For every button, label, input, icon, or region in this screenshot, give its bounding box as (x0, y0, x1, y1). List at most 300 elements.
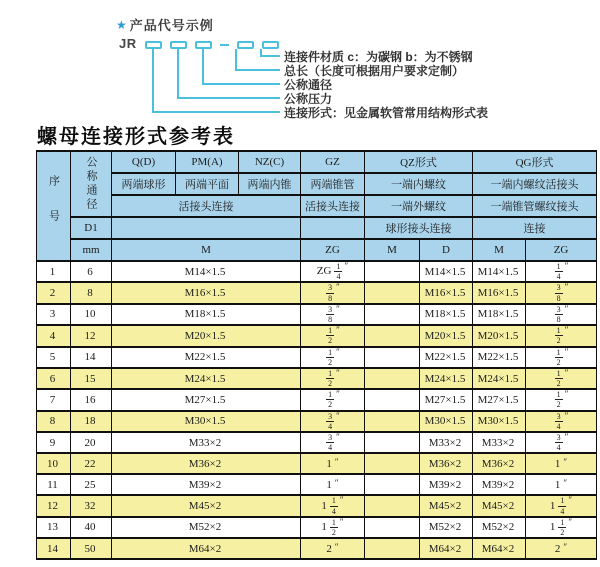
cell-qg-m (473, 304, 526, 325)
cell-qg-zg (526, 389, 597, 410)
fraction: $\frac{1}{4}$ (556, 262, 561, 282)
cell-qz-m (365, 495, 420, 516)
cell-no (37, 453, 71, 474)
table-row (37, 411, 597, 432)
cell-qg-zg (526, 325, 597, 346)
value-text: 8 (49, 415, 56, 428)
value-text: 1 (549, 499, 556, 512)
cell-qz-d (420, 347, 473, 368)
value-text: M22×1.5 (184, 351, 226, 364)
cell-m (112, 389, 301, 410)
cell-qg-zg (526, 474, 597, 495)
value-text: 25 (84, 478, 96, 491)
code-box-2 (170, 41, 187, 49)
cell-no (37, 304, 71, 325)
code-box-1 (145, 41, 162, 49)
header-row-3 (37, 195, 597, 217)
cell-m (112, 538, 301, 559)
fraction: $\frac{1}{2}$ (556, 326, 561, 346)
cell-dn (71, 474, 112, 495)
value-text: M24×1.5 (184, 372, 226, 385)
cell-m (112, 517, 301, 538)
value-text: M33×2 (188, 436, 222, 449)
value-text: 32 (84, 500, 96, 513)
value-text: 10 (47, 457, 58, 470)
table-row (37, 368, 597, 389)
cell-qz-m (365, 453, 420, 474)
fraction: $\frac{1}{2}$ (556, 347, 561, 367)
value-text: 9 (49, 436, 56, 449)
cell-m (112, 325, 301, 346)
connector-line-form (152, 49, 280, 113)
cell-qz-d (420, 495, 473, 516)
cell-no (37, 261, 71, 282)
cell-qg-zg (526, 495, 597, 516)
header-blank-gz (301, 217, 365, 239)
value-text: 18 (84, 415, 96, 428)
inch-mark: ″ (564, 346, 569, 357)
cell-m (112, 495, 301, 516)
fraction: $\frac{1}{2}$ (328, 347, 333, 367)
cell-qz-d (420, 325, 473, 346)
cell-m (112, 411, 301, 432)
cell-no (37, 325, 71, 346)
fraction: $\frac{3}{4}$ (328, 411, 333, 431)
value-text: M22×1.5 (424, 351, 466, 364)
fraction: $\frac{3}{8}$ (328, 304, 333, 324)
value-text: 11 (47, 478, 58, 491)
cell-qg-zg (526, 517, 597, 538)
table-body (37, 261, 597, 559)
cell-qz-m (365, 474, 420, 495)
fraction: $\frac{1}{2}$ (331, 517, 336, 537)
inch-mark: ″ (334, 477, 339, 488)
inch-mark: ″ (336, 325, 340, 336)
cell-gz (301, 411, 365, 432)
value-text: M20×1.5 (184, 329, 226, 342)
header-qz-conn: 一端外螺纹 (365, 195, 473, 217)
label-form: 连接形式：见金属软管常用结构形式表 (284, 106, 489, 120)
cell-no (37, 474, 71, 495)
header-qg: QG形式 (473, 151, 597, 173)
cell-qz-d (420, 261, 473, 282)
cell-gz (301, 368, 365, 389)
product-code-heading-label: 产品代号示例 (129, 18, 214, 33)
inch-mark: ″ (334, 541, 339, 552)
value-text: M14×1.5 (424, 265, 466, 278)
cell-qz-m (365, 347, 420, 368)
value-text: M36×2 (428, 457, 462, 470)
value-text: 1 (49, 265, 56, 278)
value-text: 16 (84, 393, 96, 406)
cell-qz-d (420, 304, 473, 325)
cell-no (37, 389, 71, 410)
table-row (37, 347, 597, 368)
value-text: M24×1.5 (424, 372, 466, 385)
cell-dn (71, 389, 112, 410)
value-text: 22 (84, 457, 96, 470)
inch-mark: ″ (336, 367, 340, 378)
header-q-type: 两端球形 (112, 173, 176, 195)
fraction: $\frac{1}{2}$ (328, 390, 333, 410)
cell-qg-zg (526, 432, 597, 453)
value-text: M52×2 (481, 521, 515, 534)
cell-qz-m (365, 261, 420, 282)
header-gz: GZ (301, 151, 365, 173)
inch-mark: ″ (568, 516, 573, 527)
value-text: M27×1.5 (184, 393, 226, 406)
cell-qg-zg (526, 453, 597, 474)
value-text: M18×1.5 (424, 308, 466, 321)
cell-gz (301, 304, 365, 325)
value-text: 1 (321, 499, 327, 512)
value-text: 15 (84, 372, 96, 385)
fraction: $\frac{1}{4}$ (336, 262, 341, 282)
value-text: 14 (84, 351, 96, 364)
value-text: 5 (49, 351, 56, 364)
header-q: Q(D) (112, 151, 176, 173)
cell-m (112, 304, 301, 325)
value-text: 1 (554, 457, 561, 470)
code-box-4 (237, 41, 254, 49)
cell-dn (71, 517, 112, 538)
value-text: 13 (47, 521, 58, 534)
value-text: 2 (554, 542, 561, 555)
table-row (37, 453, 597, 474)
label-diameter: 公称通径 (284, 78, 333, 92)
inch-mark: ″ (563, 456, 568, 467)
cell-dn (71, 411, 112, 432)
header-pm-type: 两端平面 (176, 173, 239, 195)
value-text: M39×2 (481, 478, 515, 491)
header-zg: ZG (301, 239, 365, 261)
fraction: $\frac{3}{4}$ (328, 433, 333, 453)
label-length: 总长（长度可根据用户要求定制） (284, 64, 465, 78)
value-text: 50 (84, 542, 96, 555)
inch-mark: ″ (564, 410, 569, 421)
value-text: 1 (326, 457, 332, 470)
cell-no (37, 432, 71, 453)
value-text: M22×1.5 (477, 351, 519, 364)
cell-qg-zg (526, 282, 597, 303)
inch-mark: ″ (563, 477, 568, 488)
header-blank-m (112, 217, 301, 239)
cell-qg-zg (526, 368, 597, 389)
inch-mark: ″ (344, 261, 349, 271)
cell-gz (301, 347, 365, 368)
fraction: $\frac{3}{4}$ (556, 411, 561, 431)
value-text: M16×1.5 (477, 287, 519, 300)
cell-qg-m (473, 389, 526, 410)
header-seq (37, 151, 71, 261)
cell-qz-m (365, 538, 420, 559)
header-d1: D1 (71, 217, 112, 239)
cell-no (37, 538, 71, 559)
value-text: 6 (49, 372, 56, 385)
value-text: 1 (554, 478, 561, 491)
cell-qz-d (420, 389, 473, 410)
cell-qg-m (473, 495, 526, 516)
value-text: 20 (84, 436, 96, 449)
cell-no (37, 495, 71, 516)
inch-mark: ″ (568, 495, 573, 506)
header-qg-type: 一端内螺纹活接头 (473, 173, 597, 195)
header-qz-m: M (365, 239, 420, 261)
table-row (37, 474, 597, 495)
cell-qg-zg (526, 304, 597, 325)
inch-mark: ″ (564, 261, 569, 271)
cell-qg-zg (526, 347, 597, 368)
header-nz-type: 两端内锥 (239, 173, 301, 195)
value-text: M36×2 (481, 457, 515, 470)
product-code-labels (284, 50, 488, 120)
code-box-5 (262, 41, 279, 49)
cell-qg-m (473, 538, 526, 559)
header-unit: mm (71, 239, 112, 261)
code-box-3 (195, 41, 212, 49)
product-code-prefix: JR (119, 36, 137, 51)
value-text: M14×1.5 (477, 265, 519, 278)
cell-dn (71, 368, 112, 389)
header-qz-conn2: 球形接头连接 (365, 217, 473, 239)
table-row (37, 538, 597, 559)
inch-mark: ″ (334, 456, 339, 467)
cell-gz (301, 432, 365, 453)
inch-mark: ″ (564, 367, 569, 378)
value-text: M14×1.5 (184, 265, 226, 278)
value-text: M45×2 (188, 500, 222, 513)
value-text: 3 (49, 308, 56, 321)
cell-qg-zg (526, 411, 597, 432)
table-row (37, 325, 597, 346)
cell-dn (71, 432, 112, 453)
cell-gz (301, 389, 365, 410)
value-text: M27×1.5 (477, 393, 519, 406)
value-text: ZG (316, 265, 332, 278)
value-text: 6 (87, 265, 93, 278)
fraction: $\frac{1}{2}$ (556, 390, 561, 410)
nut-connection-table (36, 150, 597, 560)
cell-dn (71, 325, 112, 346)
header-gz-type: 两端锥管 (301, 173, 365, 195)
cell-qg-m (473, 368, 526, 389)
inch-mark: ″ (563, 541, 568, 552)
header-qg-conn: 一端锥管螺纹接头 (473, 195, 597, 217)
cell-qz-d (420, 453, 473, 474)
cell-dn (71, 282, 112, 303)
value-text: M30×1.5 (184, 415, 226, 428)
header-seq-label: 序号 (47, 174, 60, 245)
value-text: 14 (47, 542, 58, 555)
inch-mark: ″ (564, 303, 569, 314)
fraction: $\frac{1}{2}$ (328, 368, 333, 389)
value-text: M16×1.5 (424, 287, 466, 300)
value-text: M36×2 (188, 457, 222, 470)
code-dash (220, 44, 229, 46)
value-text: M33×2 (481, 436, 515, 449)
cell-gz (301, 261, 365, 282)
fraction: $\frac{1}{2}$ (556, 368, 561, 389)
header-row-5 (37, 239, 597, 261)
star-icon: ★ (116, 17, 127, 32)
table-row (37, 282, 597, 303)
header-gz-conn: 活接头连接 (301, 195, 365, 217)
header-qpmnz-conn: 活接头连接 (112, 195, 301, 217)
cell-gz (301, 282, 365, 303)
value-text: 4 (49, 329, 56, 342)
header-m: M (112, 239, 301, 261)
table-row (37, 304, 597, 325)
fraction: $\frac{1}{2}$ (560, 517, 565, 537)
table-row (37, 517, 597, 538)
inch-mark: ″ (564, 389, 569, 400)
header-qg-m: M (473, 239, 526, 261)
cell-gz (301, 474, 365, 495)
cell-qg-m (473, 474, 526, 495)
value-text: M39×2 (428, 478, 462, 491)
value-text: 1 (549, 520, 556, 533)
cell-gz (301, 453, 365, 474)
value-text: M64×2 (428, 542, 462, 555)
cell-dn (71, 453, 112, 474)
inch-mark: ″ (336, 389, 340, 400)
cell-qg-m (473, 517, 526, 538)
cell-no (37, 368, 71, 389)
product-code-heading (116, 15, 214, 34)
value-text: M45×2 (428, 500, 462, 513)
cell-qz-d (420, 432, 473, 453)
cell-m (112, 347, 301, 368)
cell-qz-d (420, 517, 473, 538)
cell-m (112, 261, 301, 282)
value-text: M64×2 (188, 542, 222, 555)
fraction: $\frac{1}{4}$ (331, 496, 336, 516)
cell-qg-zg (526, 538, 597, 559)
cell-qz-m (365, 282, 420, 303)
cell-m (112, 474, 301, 495)
cell-m (112, 453, 301, 474)
value-text: M64×2 (481, 542, 515, 555)
header-qz: QZ形式 (365, 151, 473, 173)
value-text: M18×1.5 (184, 308, 226, 321)
value-text: M52×2 (188, 521, 222, 534)
cell-qg-m (473, 282, 526, 303)
table-row (37, 261, 597, 282)
cell-qz-m (365, 325, 420, 346)
cell-m (112, 368, 301, 389)
table-row (37, 389, 597, 410)
fraction: $\frac{3}{4}$ (556, 433, 561, 453)
header-qz-type: 一端内螺纹 (365, 173, 473, 195)
value-text: 10 (84, 308, 96, 321)
product-code-boxes (145, 41, 279, 49)
value-text: M39×2 (188, 478, 222, 491)
inch-mark: ″ (336, 432, 340, 442)
inch-mark: ″ (336, 410, 340, 421)
inch-mark: ″ (339, 495, 344, 506)
inch-mark: ″ (339, 516, 344, 527)
cell-qz-m (365, 389, 420, 410)
value-text: 1 (326, 478, 332, 491)
inch-mark: ″ (336, 346, 340, 357)
value-text: M52×2 (428, 521, 462, 534)
fraction: $\frac{3}{8}$ (556, 304, 561, 324)
fraction: $\frac{1}{2}$ (328, 326, 333, 346)
cell-qz-d (420, 474, 473, 495)
table-header (37, 151, 597, 261)
header-pm: PM(A) (176, 151, 239, 173)
value-text: 8 (87, 287, 93, 300)
inch-mark: ″ (564, 325, 569, 336)
cell-qg-m (473, 432, 526, 453)
cell-qz-m (365, 432, 420, 453)
cell-dn (71, 304, 112, 325)
fraction: $\frac{3}{8}$ (556, 283, 561, 303)
cell-gz (301, 538, 365, 559)
cell-gz (301, 495, 365, 516)
cell-qz-d (420, 411, 473, 432)
inch-mark: ″ (564, 432, 569, 442)
cell-no (37, 282, 71, 303)
cell-qz-m (365, 368, 420, 389)
value-text: M27×1.5 (424, 393, 466, 406)
value-text: M24×1.5 (477, 372, 519, 385)
cell-qz-m (365, 517, 420, 538)
cell-qg-m (473, 347, 526, 368)
cell-dn (71, 261, 112, 282)
cell-qg-m (473, 411, 526, 432)
value-text: M30×1.5 (424, 415, 466, 428)
cell-gz (301, 517, 365, 538)
cell-dn (71, 538, 112, 559)
table-row (37, 432, 597, 453)
cell-no (37, 347, 71, 368)
table-title: 螺母连接形式参考表 (37, 124, 235, 148)
cell-gz (301, 325, 365, 346)
fraction: $\frac{3}{8}$ (328, 283, 333, 303)
value-text: M20×1.5 (477, 329, 519, 342)
header-qg-zg: ZG (526, 239, 597, 261)
cell-qg-m (473, 261, 526, 282)
value-text: 1 (321, 520, 327, 533)
inch-mark: ″ (564, 282, 569, 293)
fraction: $\frac{1}{4}$ (560, 496, 565, 516)
value-text: 12 (84, 329, 96, 342)
header-qz-d: D (420, 239, 473, 261)
value-text: 12 (47, 500, 58, 513)
header-row-2 (37, 173, 597, 195)
cell-qz-d (420, 368, 473, 389)
cell-qg-m (473, 325, 526, 346)
value-text: M30×1.5 (477, 415, 519, 428)
value-text: 40 (84, 521, 96, 534)
value-text: M33×2 (428, 436, 462, 449)
cell-dn (71, 347, 112, 368)
cell-qz-d (420, 538, 473, 559)
label-material: 连接件材质 c：为碳钢 b：为不锈钢 (284, 50, 473, 64)
inch-mark: ″ (336, 282, 340, 293)
value-text: M45×2 (481, 500, 515, 513)
cell-qz-m (365, 411, 420, 432)
value-text: 2 (49, 287, 56, 300)
header-row-4 (37, 217, 597, 239)
header-row-1 (37, 151, 597, 173)
cell-m (112, 432, 301, 453)
value-text: M16×1.5 (184, 287, 226, 300)
cell-qz-d (420, 282, 473, 303)
cell-qg-zg (526, 261, 597, 282)
value-text: M20×1.5 (424, 329, 466, 342)
